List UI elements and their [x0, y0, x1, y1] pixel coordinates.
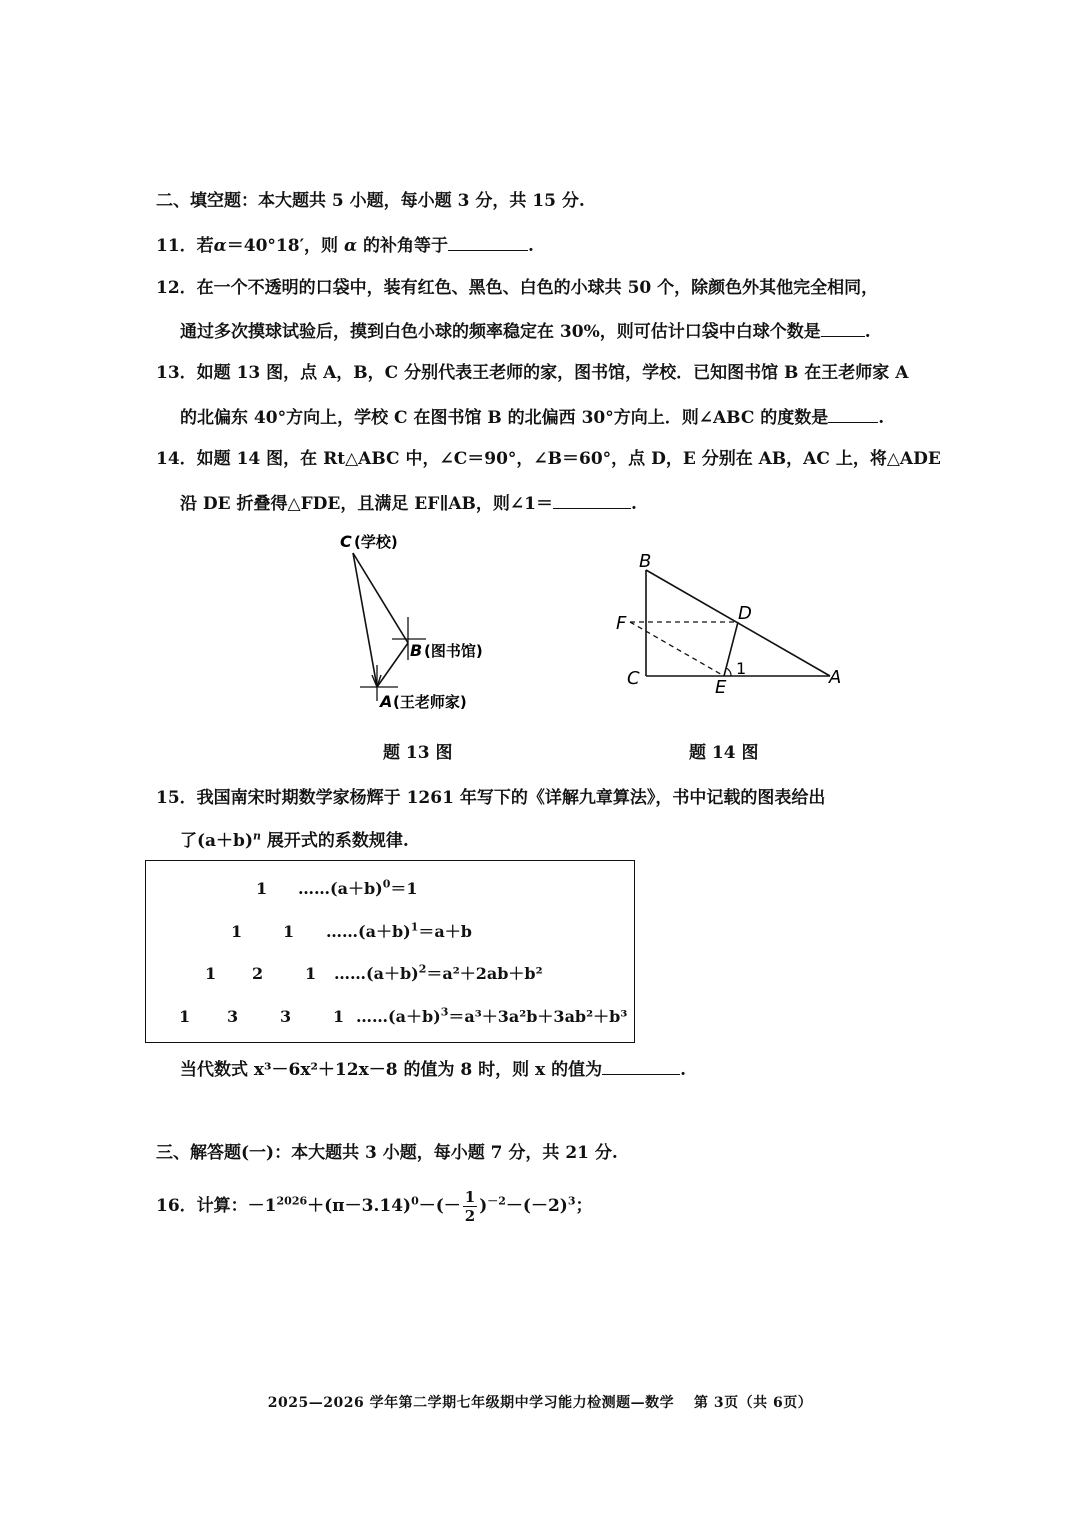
page-footer: 2025—2026 学年第二学期七年级期中学习能力检测题—数学 第 3页（共 6页） [267, 1395, 813, 1411]
q12-number: 12． [156, 278, 197, 298]
q14-answer-blank[interactable] [553, 490, 631, 509]
triangle-row-2-coeff-0: 1 [205, 964, 217, 983]
fig14-label-a: A [829, 667, 842, 688]
question-13-line-1 [156, 361, 908, 385]
yang-hui-triangle-box [145, 860, 635, 1043]
triangle-row-1-coeff-1: 1 [283, 922, 295, 941]
question-15-followup [180, 1056, 686, 1082]
triangle-row-3-coeff-3: 1 [333, 1007, 345, 1026]
triangle-row-2-coeff-1: 2 [252, 964, 264, 983]
triangle-row-3-coeff-0: 1 [179, 1007, 191, 1026]
q15-after-end: . [680, 1060, 687, 1080]
q13-answer-blank[interactable] [828, 404, 878, 423]
q12-answer-blank[interactable] [821, 318, 865, 337]
fig14-label-angle-1: 1 [736, 659, 747, 678]
triangle-row-0-coeff-0: 1 [256, 879, 268, 898]
fig13-label-b-note: (图书馆) [424, 642, 483, 660]
q16-fraction-denominator: 2 [464, 1207, 476, 1225]
q12-line2: 通过多次摸球试验后，摸到白色小球的频率稳定在 30%，则可估计口袋中白球个数是 [180, 322, 821, 342]
fig14-label-e: E [715, 677, 727, 698]
q11-post: 的补角等于 [363, 236, 448, 256]
q15-line2-post: 展开式的系数规律. [261, 831, 409, 851]
q11-end: . [528, 236, 534, 256]
q13-line1: 如题 13 图，点 A，B，C 分别代表王老师的家，图书馆，学校．已知图书馆 B 在王老师家 A [196, 363, 909, 383]
fig13-label-b: B [410, 641, 423, 660]
q15-after-text: 当代数式 x³－6x²＋12x－8 的值为 8 时，则 x 的值为 [180, 1060, 603, 1080]
fig13-label-c: C [340, 532, 352, 551]
q16-close: ) [479, 1196, 488, 1216]
q14-line2: 沿 DE 折叠得△FDE，且满足 EF∥AB，则∠1＝ [180, 494, 553, 514]
q14-line1: 如题 14 图，在 Rt△ABC 中，∠C＝90°，∠B＝60°，点 D，E 分别在 AB，AC 上，将△ADE [196, 449, 941, 469]
fig13-line-ba [377, 643, 408, 687]
question-14-line-1 [156, 447, 941, 471]
question-15-line-1 [156, 786, 825, 810]
triangle-row-2-expansion: $\dots\dots(a+b)^2=a^2+2ab+b^2$ [334, 962, 543, 983]
q11-alpha: α [213, 236, 227, 256]
figure-13-caption: 题 13 图 [383, 743, 453, 763]
q16-fraction-numerator: 1 [464, 1188, 476, 1206]
triangle-row-1-coeff-0: 1 [231, 922, 243, 941]
fig14-label-d: D [738, 603, 752, 624]
figure-14-diagram [610, 545, 860, 705]
triangle-row-1-expansion: $\dots\dots(a+b)^1=a+b$ [326, 920, 472, 941]
q15-line2-pre: 了(a＋b) [180, 831, 253, 851]
q16-pre: 计算：－1 [196, 1196, 277, 1216]
triangle-row-0-expansion: $\dots\dots(a+b)^0=1$ [298, 877, 418, 898]
q15-line1: 我国南宋时期数学家杨辉于 1261 年写下的《详解九章算法》，书中记载的图表给出 [196, 788, 826, 808]
triangle-row-3-expansion: $\dots\dots(a+b)^3=a^3+3a^2b+3ab^2+b^3$ [356, 1005, 628, 1026]
q16-exp-4: 3 [567, 1194, 576, 1208]
q13-line2: 的北偏东 40°方向上，学校 C 在图书馆 B 的北偏西 30°方向上．则∠ABC 的度数是 [180, 408, 829, 428]
q16-tail: －(－2) [505, 1196, 568, 1216]
fig13-label-a-note: (王老师家) [393, 693, 467, 711]
question-12-line-1 [156, 276, 878, 300]
q12-line1: 在一个不透明的口袋中，装有红色、黑色、白色的小球共 50 个，除颜色外其他完全相同， [196, 278, 879, 298]
q15-answer-blank[interactable] [602, 1056, 680, 1075]
q16-mid-2: －(－ [418, 1196, 461, 1216]
q11-number: 11． [156, 236, 197, 256]
q16-mid: ＋(π－3.14) [307, 1196, 412, 1216]
q11-pre: 若 [196, 236, 214, 256]
question-16 [156, 1184, 593, 1228]
figure-14-caption: 题 14 图 [689, 743, 759, 763]
q11-expr: ＝40°18′，则 [226, 236, 339, 256]
section-title-fill-in: 二、填空题：本大题共 5 小题，每小题 3 分，共 15 分. [156, 191, 585, 211]
q16-exp-2: 0 [411, 1194, 419, 1208]
question-13-line-2 [180, 404, 884, 430]
q11-answer-blank[interactable] [448, 232, 528, 251]
q13-number: 13． [156, 363, 197, 383]
triangle-row-3-coeff-2: 3 [280, 1007, 292, 1026]
triangle-row-2-coeff-2: 1 [305, 964, 317, 983]
q16-end: ； [575, 1196, 593, 1216]
question-15-line-2 [180, 829, 409, 853]
q16-exp-3: －2 [487, 1194, 506, 1208]
q14-number: 14． [156, 449, 197, 469]
fig14-angle-1-arc [726, 668, 731, 676]
q15-number: 15． [156, 788, 197, 808]
q11-alpha-2: α [343, 236, 358, 256]
q12-end: . [864, 322, 871, 342]
question-12-line-2 [180, 318, 871, 344]
q14-end: . [630, 494, 637, 514]
q15-line2-sup: n [253, 829, 261, 843]
fig13-label-a: A [380, 692, 393, 711]
question-11 [156, 232, 534, 258]
fig14-label-c: C [627, 668, 640, 689]
q16-exp-1: 2026 [276, 1194, 308, 1208]
fig14-label-f: F [616, 613, 627, 634]
q16-fraction [463, 1188, 477, 1225]
triangle-row-3-coeff-1: 3 [227, 1007, 239, 1026]
section-title-solve: 三、解答题(一)：本大题共 3 小题，每小题 7 分，共 21 分. [156, 1143, 618, 1163]
fig14-segment-fe [630, 622, 724, 676]
question-14-line-2 [180, 490, 637, 516]
fig14-label-b: B [639, 551, 652, 572]
figure-13-diagram [330, 525, 530, 720]
q16-number: 16． [156, 1196, 197, 1216]
fig13-label-c-note: (学校) [354, 533, 398, 551]
q13-end: . [878, 408, 885, 428]
